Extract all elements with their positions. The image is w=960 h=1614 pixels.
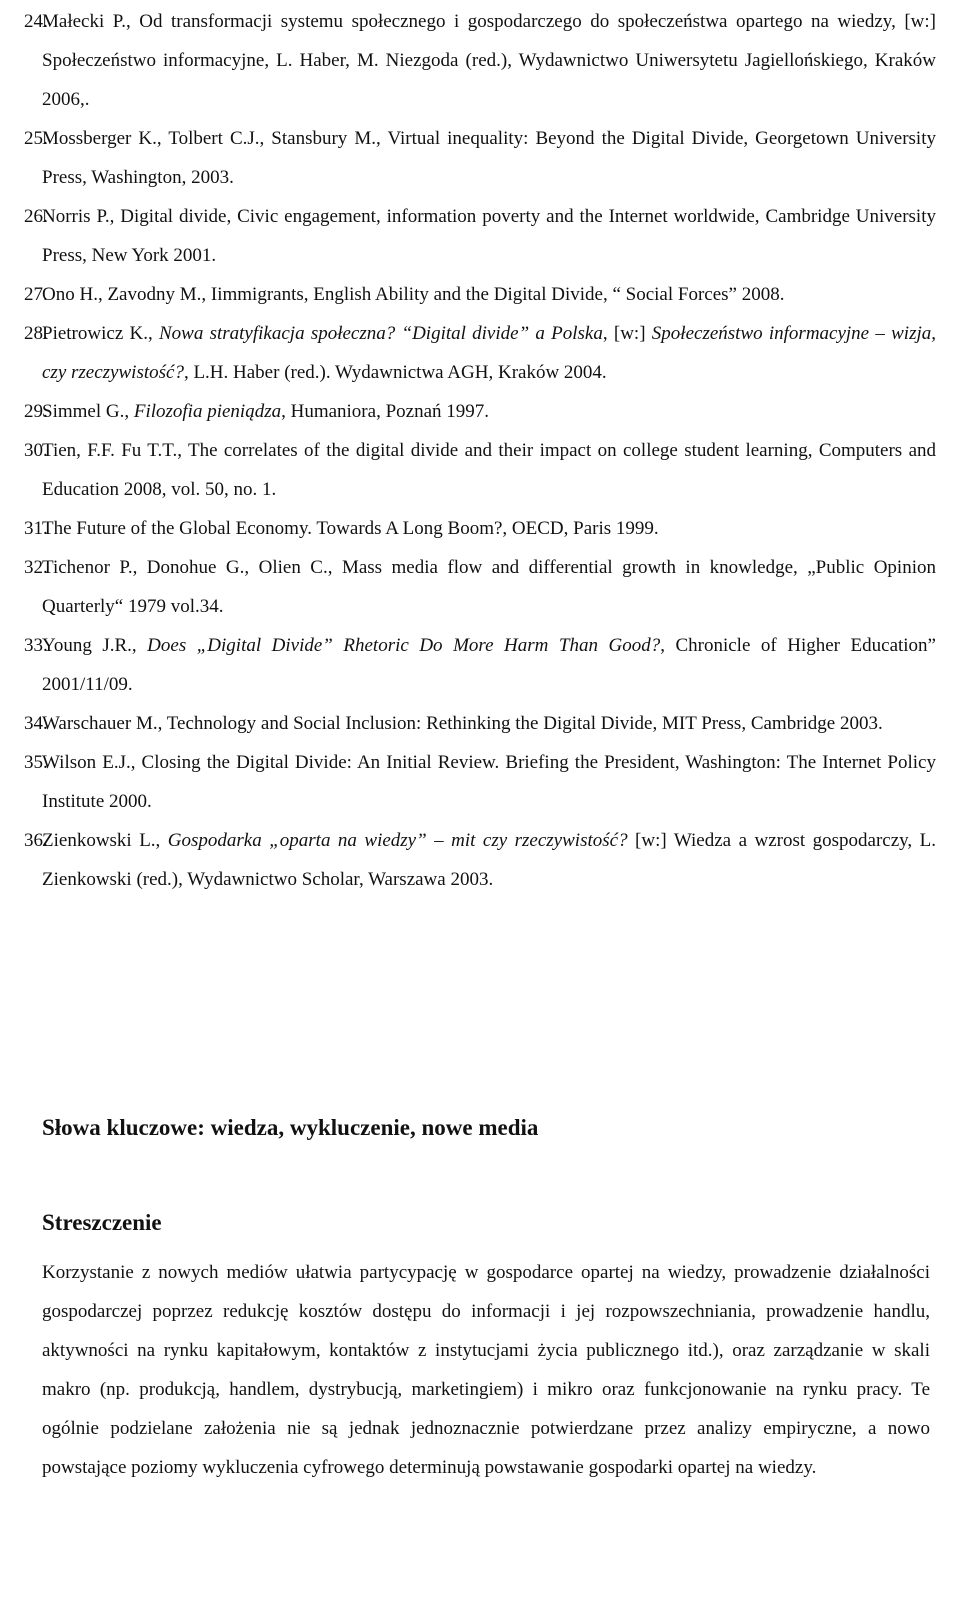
reference-number: 31. xyxy=(24,518,48,539)
reference-text: Norris P., Digital divide, Civic engagement, information poverty and the Internet worldwide, Cambridge University Press, New York 2001. xyxy=(42,206,936,266)
reference-number: 32. xyxy=(24,557,48,578)
reference-item xyxy=(24,275,936,314)
reference-item xyxy=(24,509,936,548)
reference-text: Wilson E.J., Closing the Digital Divide: An Initial Review. Briefing the President, Washington: The Internet Policy Institute 2000. xyxy=(42,752,936,812)
reference-title: Does „Digital Divide” Rhetoric Do More Harm Than Good? xyxy=(147,635,661,656)
reference-title: Filozofia pieniądza xyxy=(133,401,282,422)
reference-text: Tien, F.F. Fu T.T., The correlates of the digital divide and their impact on college student learning, Computers and Education 2008, vol. 50, no. 1. xyxy=(42,440,936,500)
reference-item xyxy=(24,119,936,197)
reference-number: 25. xyxy=(24,128,48,149)
reference-publication: , L.H. Haber (red.). Wydawnictwa AGH, Kraków 2004. xyxy=(183,362,607,383)
reference-number: 36. xyxy=(24,830,48,851)
reference-publication: [w:] Wiedza a wzrost gospodarczy, L. Zienkowski (red.), Wydawnictwo Scholar, Warszawa 2003. xyxy=(42,830,936,890)
abstract-paragraph: Korzystanie z nowych mediów ułatwia partycypację w gospodarce opartej na wiedzy, prowadzenie działalności gospodarczej poprzez redukcję kosztów dostępu do informacji i jej rozpowszechniania, prowadzenie handlu, aktywności na rynku kapitałowym, kontaktów z instytucjami życia publicznego itd.), oraz zarządzanie w skali makro (np. produkcją, handlem, dystrybucją, marketingiem) i mikro oraz funkcjonowanie na rynku pracy. Te ogólnie podzielane założenia nie są jednak jednoznacznie potwierdzane przez analizy empiryczne, a nowo powstające poziomy wykluczenia cyfrowego determinują powstawanie gospodarki opartej na wiedzy. xyxy=(42,1262,930,1478)
reference-number: 30. xyxy=(24,440,48,461)
reference-text: Warschauer M., Technology and Social Inclusion: Rethinking the Digital Divide, MIT Press, Cambridge 2003. xyxy=(42,713,883,734)
reference-number: 27. xyxy=(24,284,48,305)
reference-connector: , [w:] xyxy=(602,323,652,344)
reference-number: 35. xyxy=(24,752,48,773)
keywords-heading: Słowa kluczowe: wiedza, wykluczenie, nowe media xyxy=(42,1115,539,1140)
reference-author: Pietrowicz K., xyxy=(42,323,159,344)
reference-item xyxy=(24,392,936,431)
reference-text: Małecki P., Od transformacji systemu społecznego i gospodarczego do społeczeństwa opartego na wiedzy, [w:] Społeczeństwo informacyjne, L. Haber, M. Niezgoda (red.), Wydawnictwo Uniwersytetu Jagiellońskiego, Kraków 2006,. xyxy=(42,11,936,110)
reference-author: Zienkowski L., xyxy=(42,830,168,851)
reference-item xyxy=(24,197,936,275)
reference-author: Young J.R., xyxy=(42,635,148,656)
reference-number: 33. xyxy=(24,635,48,656)
reference-text: Tichenor P., Donohue G., Olien C., Mass media flow and differential growth in knowledge, „Public Opinion Quarterly“ 1979 vol.34. xyxy=(42,557,936,617)
reference-publication: , Chronicle of Higher Education” 2001/11/09. xyxy=(42,635,936,695)
reference-number: 29. xyxy=(24,401,48,422)
reference-text xyxy=(42,314,936,392)
reference-number: 28. xyxy=(24,323,48,344)
reference-number: 34. xyxy=(24,713,48,734)
reference-text xyxy=(42,626,936,704)
reference-item xyxy=(24,548,936,626)
abstract-heading: Streszczenie xyxy=(42,1210,162,1235)
reference-number: 26. xyxy=(24,206,48,227)
reference-item xyxy=(24,626,936,704)
reference-author: Simmel G., xyxy=(42,401,134,422)
reference-item xyxy=(24,821,936,899)
reference-text: The Future of the Global Economy. Towards A Long Boom?, OECD, Paris 1999. xyxy=(42,518,659,539)
reference-text xyxy=(42,392,936,431)
reference-publication: , Humaniora, Poznań 1997. xyxy=(281,401,489,422)
reference-text: Ono H., Zavodny M., Iimmigrants, English Ability and the Digital Divide, “ Social Forces” 2008. xyxy=(42,284,785,305)
reference-text xyxy=(42,821,936,899)
reference-list xyxy=(24,2,936,899)
reference-title: Gospodarka „oparta na wiedzy” – mit czy rzeczywistość? xyxy=(167,830,628,851)
reference-item xyxy=(24,431,936,509)
reference-item xyxy=(24,2,936,119)
reference-number: 24. xyxy=(24,11,48,32)
reference-item xyxy=(24,314,936,392)
reference-item xyxy=(24,743,936,821)
reference-text: Mossberger K., Tolbert C.J., Stansbury M., Virtual inequality: Beyond the Digital Divide, Georgetown University Press, Washington, 2003. xyxy=(42,128,936,188)
reference-item xyxy=(24,704,936,743)
reference-title: Nowa stratyfikacja społeczna? “Digital divide” a Polska xyxy=(158,323,603,344)
reference-source-title: Społeczeństwo informacyjne – wizja, czy rzeczywistość? xyxy=(42,323,936,383)
